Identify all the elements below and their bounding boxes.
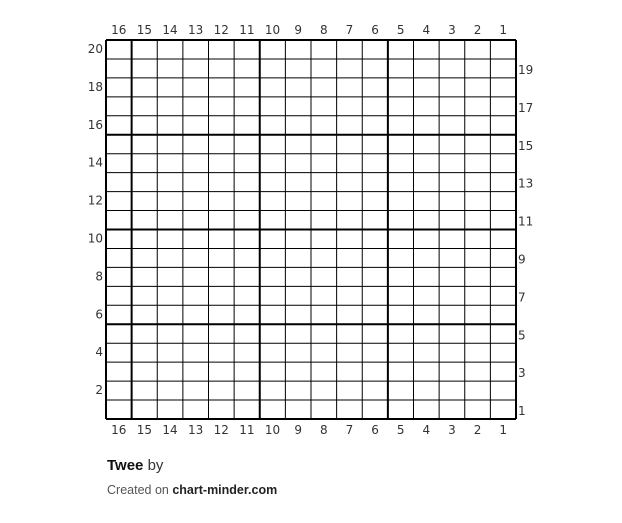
column-label-bottom: 5	[396, 423, 405, 437]
row-label-right: 5	[518, 328, 526, 343]
row-label-left: 12	[87, 193, 103, 208]
column-label-bottom: 14	[162, 423, 178, 437]
column-label-top: 9	[294, 23, 303, 37]
column-label-bottom: 16	[111, 423, 127, 437]
column-label-top: 11	[239, 23, 255, 37]
column-label-top: 15	[136, 23, 153, 37]
row-label-right: 9	[518, 252, 526, 267]
row-label-right: 13	[518, 176, 534, 191]
row-label-left: 20	[87, 42, 103, 56]
pattern-by: by	[147, 457, 164, 474]
column-label-top: 7	[345, 23, 354, 37]
row-label-right: 7	[518, 290, 526, 305]
row-label-right: 15	[518, 138, 534, 153]
column-label-top: 14	[162, 23, 178, 37]
row-label-left: 14	[87, 155, 103, 170]
column-label-bottom: 1	[499, 423, 508, 437]
row-label-right: 17	[518, 100, 534, 115]
row-label-right: 3	[518, 366, 526, 381]
site-link[interactable]: chart-minder.com	[172, 483, 278, 497]
created-credit	[107, 483, 277, 497]
column-label-bottom: 2	[473, 423, 482, 437]
row-label-left: 16	[87, 117, 103, 132]
column-label-bottom: 4	[422, 423, 431, 437]
row-label-right: 19	[518, 62, 534, 77]
column-label-top: 12	[213, 23, 229, 37]
chart-grid	[106, 40, 516, 419]
column-label-top: 1	[499, 23, 508, 37]
column-label-top: 8	[319, 23, 328, 37]
column-label-top: 3	[448, 23, 456, 37]
column-label-top: 5	[396, 23, 405, 37]
row-label-left: 10	[87, 231, 103, 246]
column-label-bottom: 9	[294, 423, 303, 437]
column-label-bottom: 3	[448, 423, 456, 437]
column-label-top: 13	[188, 23, 204, 37]
created-prefix: Created on	[107, 483, 169, 497]
row-label-right: 11	[518, 214, 534, 229]
row-label-right: 1	[518, 404, 526, 419]
column-label-top: 16	[111, 23, 127, 37]
column-label-bottom: 6	[371, 423, 379, 437]
column-label-bottom: 10	[264, 423, 281, 437]
row-label-left: 2	[95, 383, 103, 398]
column-label-top: 4	[422, 23, 431, 37]
row-label-left: 8	[95, 269, 103, 284]
column-label-bottom: 11	[239, 423, 255, 437]
column-label-bottom: 13	[188, 423, 204, 437]
column-label-top: 2	[473, 23, 482, 37]
pattern-title	[107, 457, 163, 474]
row-label-left: 18	[87, 79, 103, 94]
column-label-bottom: 7	[345, 423, 354, 437]
row-label-left: 6	[95, 307, 103, 322]
column-label-bottom: 15	[136, 423, 153, 437]
row-label-left: 4	[95, 345, 103, 360]
column-label-bottom: 8	[319, 423, 328, 437]
pattern-name: Twee	[107, 457, 144, 474]
column-label-bottom: 12	[213, 423, 229, 437]
column-label-top: 10	[264, 23, 281, 37]
column-label-top: 6	[371, 23, 379, 37]
